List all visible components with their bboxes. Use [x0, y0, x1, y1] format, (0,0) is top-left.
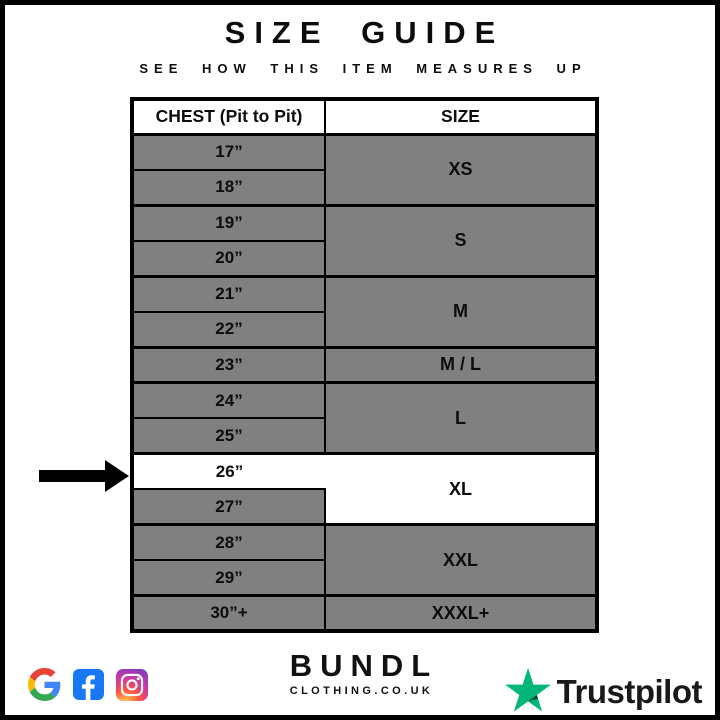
page-subtitle: SEE HOW THIS ITEM MEASURES UP — [139, 61, 587, 76]
chest-cell: 19” — [132, 205, 325, 241]
brand-logo — [282, 649, 439, 697]
chest-cell: 25” — [132, 418, 325, 454]
size-table — [130, 97, 599, 633]
chest-cell: 18” — [132, 170, 325, 206]
table-row — [132, 596, 597, 632]
chest-cell: 17” — [132, 134, 325, 170]
row-indicator-arrow — [39, 460, 129, 492]
table-row — [132, 383, 597, 419]
size-cell: XXXL+ — [325, 596, 597, 632]
facebook-icon — [73, 669, 104, 700]
table-row — [132, 525, 597, 561]
instagram-icon — [116, 669, 148, 701]
trustpilot-logo — [505, 667, 702, 717]
size-cell: XL — [325, 454, 597, 525]
size-cell: M / L — [325, 347, 597, 383]
chest-cell: 27” — [132, 489, 325, 525]
trustpilot-star-icon — [505, 667, 551, 717]
brand-domain: CLOTHING.CO.UK — [289, 685, 434, 697]
size-table-body — [132, 134, 597, 631]
chest-cell: 22” — [132, 312, 325, 348]
chest-cell: 20” — [132, 241, 325, 277]
google-icon — [28, 668, 61, 701]
size-cell: M — [325, 276, 597, 347]
size-cell: XXL — [325, 525, 597, 596]
size-cell: L — [325, 383, 597, 454]
chest-cell: 23” — [132, 347, 325, 383]
chest-cell: 21” — [132, 276, 325, 312]
size-cell: S — [325, 205, 597, 276]
trustpilot-label: Trustpilot — [556, 673, 702, 710]
brand-name: BUNDL — [289, 648, 439, 683]
table-row — [132, 205, 597, 241]
page-title: SIZE GUIDE — [224, 15, 505, 50]
chest-cell: 28” — [132, 525, 325, 561]
chest-column-header: CHEST (Pit to Pit) — [132, 99, 325, 134]
size-cell: XS — [325, 134, 597, 205]
table-row — [132, 454, 597, 490]
table-header-row — [132, 99, 597, 134]
chest-cell: 29” — [132, 560, 325, 596]
social-icons — [28, 668, 148, 701]
size-column-header: SIZE — [325, 99, 597, 134]
chest-cell: 30”+ — [132, 596, 325, 632]
table-row — [132, 134, 597, 170]
table-row — [132, 347, 597, 383]
chest-cell: 24” — [132, 383, 325, 419]
table-row — [132, 276, 597, 312]
chest-cell: 26” — [132, 454, 325, 490]
